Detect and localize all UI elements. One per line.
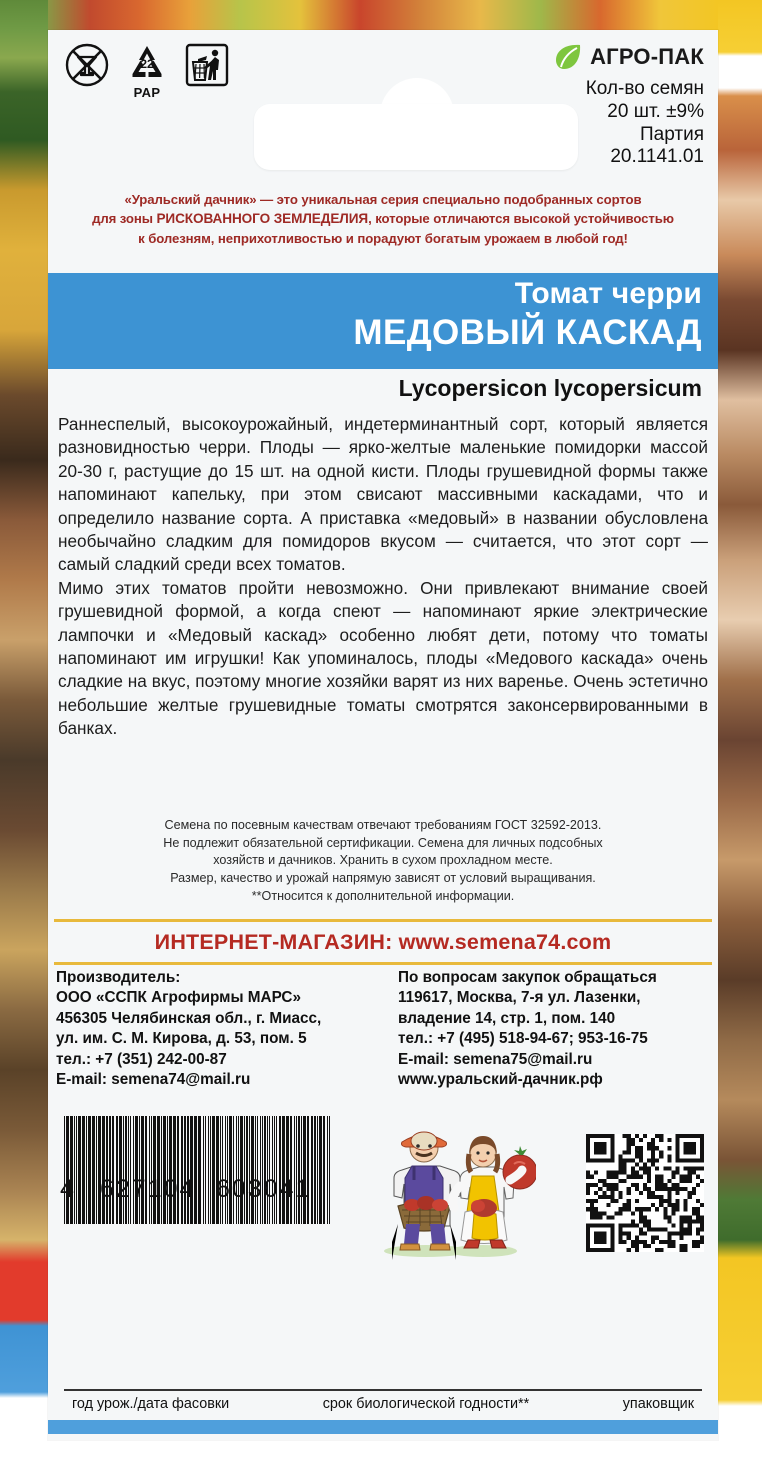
- barcode: [60, 1116, 330, 1204]
- procurement-line: E-mail: semena75@mail.ru: [398, 1050, 593, 1068]
- batch-label: Партия: [640, 123, 704, 145]
- procurement-line: www.уральский-дачник.рф: [398, 1071, 603, 1089]
- legal-line-1: Семена по посевным качествам отвечают требованиям ГОСТ 32592-2013.: [164, 818, 602, 832]
- photo-border-top: [0, 0, 762, 30]
- manufacturer-line: ООО «ССПК Агрофирмы МАРС»: [56, 989, 301, 1007]
- batch-value: 20.1141.01: [610, 146, 704, 168]
- legal-line-3: хозяйств и дачников. Хранить в сухом прохладном месте.: [213, 853, 553, 868]
- barcode-group-left: 627104: [100, 1175, 196, 1203]
- seed-meta: [504, 78, 704, 169]
- contacts: [56, 968, 710, 1091]
- footer-rule: [64, 1389, 702, 1391]
- photo-border-left: [0, 0, 48, 1458]
- barcode-group-right: 603041: [216, 1175, 312, 1203]
- footer-validity-label: срок биологической годности**: [322, 1396, 530, 1412]
- barcode-lead-digit: 4: [60, 1175, 76, 1203]
- border-bottom: [0, 1440, 762, 1458]
- photo-border-right: [718, 0, 762, 1458]
- seed-count-value: 20 шт. ±9%: [607, 100, 704, 122]
- handling-symbols: [64, 42, 230, 98]
- seed-count-label: Кол-во семян: [585, 78, 704, 99]
- intro-line-2-caps: РИСКОВАННОГО ЗЕМЛЕДЕЛИЯ: [156, 211, 369, 227]
- farmer-couple-with-tomatoes-illustration: [368, 1120, 536, 1260]
- procurement-line: 119617, Москва, 7-я ул. Лазенки,: [398, 989, 641, 1007]
- intro-line-2: [62, 209, 704, 229]
- leaf-icon: [553, 42, 583, 72]
- product-type: Томат черри: [514, 277, 702, 310]
- legal-line-5: **Относится к дополнительной информации.: [251, 888, 515, 903]
- intro-line-2a: для зоны: [92, 211, 157, 227]
- manufacturer-line: 456305 Челябинская обл., г. Миасс,: [56, 1009, 322, 1027]
- footer-labels: [64, 1396, 702, 1412]
- online-shop-label: ИНТЕРНЕТ-МАГАЗИН: www.semena74.com: [154, 929, 612, 954]
- online-shop-banner[interactable]: [54, 919, 712, 965]
- manufacturer-line: E-mail: semena74@mail.ru: [56, 1071, 251, 1089]
- tidyman-bin-icon: [184, 42, 230, 98]
- footer-harvest-label: год урож./дата фасовки: [72, 1396, 230, 1412]
- description: [58, 413, 708, 740]
- description-paragraph-1: Раннеспелый, высокоурожайный, индетерминантный сорт, который является разновидностью черри. Плоды — ярко-желтые маленькие помидорки массой 20-30 г, растущие до 15 шт. на одной кисти. Плоды грушевидной формы также напоминают капельку, при этом свисают массивными каскадами, что и определило название сорта. А приставка «медовый» в названии обусловлена необычайно сладким для помидоров вкусом — считается, что этот сорт — самый сладкий среди всех томатов.: [58, 414, 708, 575]
- manufacturer-line: ул. им. С. М. Кирова, д. 53, пом. 5: [56, 1030, 307, 1048]
- manufacturer-block: [56, 968, 386, 1091]
- procurement-block: [398, 968, 710, 1091]
- manufacturer-line: тел.: +7 (351) 242-00-87: [56, 1050, 227, 1068]
- intro-line-2b: , которые отличаются высокой устойчивостью: [368, 211, 674, 227]
- legal-line-4: Размер, качество и урожай напрямую зависят от условий выращивания.: [170, 870, 596, 885]
- brand-name: АГРО-ПАК: [590, 44, 704, 69]
- no-food-contact-icon: [64, 42, 110, 98]
- procurement-line: По вопросам закупок обращаться: [398, 969, 657, 986]
- intro-line-3: к болезням, неприхотливостью и порадуют богатым урожаем в любой год!: [138, 230, 628, 246]
- series-intro: [62, 190, 704, 248]
- latin-name: Lycopersicon lycopersicum: [398, 375, 702, 401]
- footer: [64, 1389, 702, 1412]
- brand-block: [504, 42, 704, 169]
- procurement-line: тел.: +7 (495) 518-94-67; 953-16-75: [398, 1030, 648, 1048]
- svg-text:22: 22: [140, 57, 154, 71]
- packet-face: [48, 30, 718, 1440]
- bottom-graphics-row: [56, 1112, 710, 1262]
- qr-code[interactable]: [586, 1134, 704, 1252]
- legal-notice: [78, 817, 688, 905]
- title-banner: [48, 273, 718, 369]
- legal-line-2: Не подлежит обязательной сертификации. Семена для личных подсобных: [163, 835, 603, 850]
- procurement-line: владение 14, стр. 1, пом. 140: [398, 1009, 616, 1027]
- intro-line-1: «Уральский дачник» — это уникальная серия специально подобранных сортов: [124, 192, 642, 207]
- manufacturer-line: Производитель:: [56, 969, 181, 986]
- description-paragraph-2: Мимо этих томатов пройти невозможно. Они привлекают внимание своей грушевидной формой, а когда спеют — напоминают яркие электрические лампочки и «Медовый каскад» особенно любят дети, потому что томаты напоминают им игрушки! Как упоминалось, плоды «Медового каскада» очень сладкие на вкус, поэтому многие хозяйки варят из них варенье. Очень эстетично небольшие желтые грушевидные томаты смотрятся законсервированными в банках.: [58, 577, 708, 739]
- footer-packer-label: упаковщик: [622, 1396, 694, 1412]
- recycle-pap-icon: [124, 42, 170, 98]
- bottom-blue-strip: [48, 1420, 718, 1434]
- pap-label: PAP: [133, 85, 161, 100]
- product-variety: МЕДОВЫЙ КАСКАД: [353, 313, 702, 352]
- barcode-bars: [64, 1116, 330, 1224]
